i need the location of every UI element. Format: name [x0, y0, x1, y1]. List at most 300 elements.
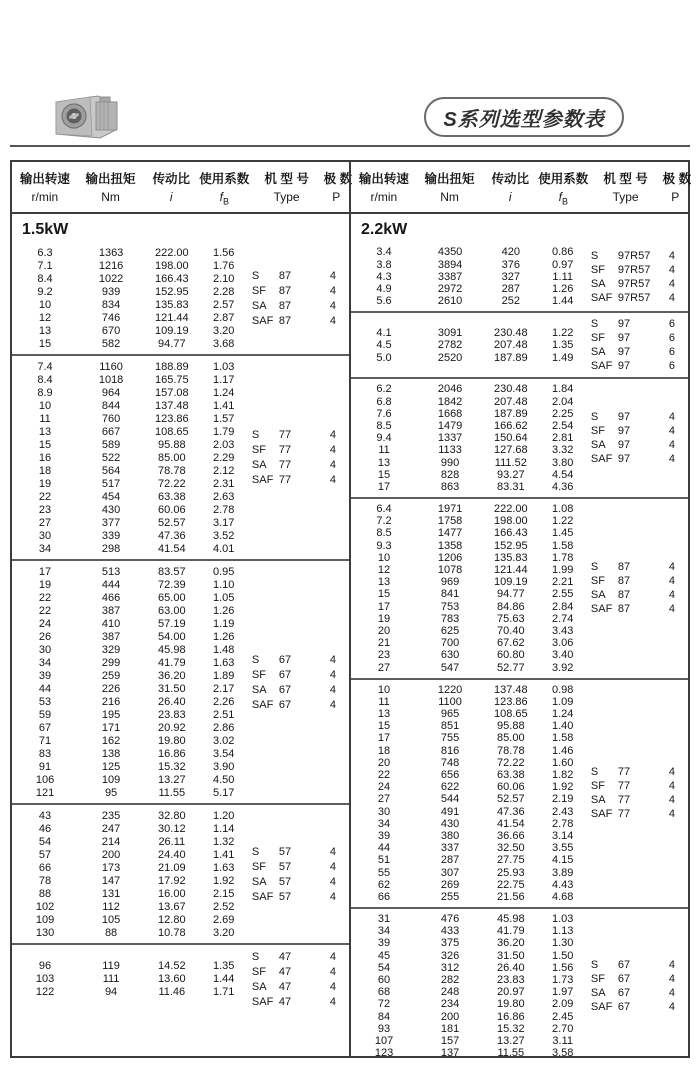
- type-size: 97: [617, 332, 631, 345]
- speed-cell: 8.9: [37, 386, 53, 399]
- data-row: [351, 913, 587, 925]
- torque-cell: 282: [440, 974, 460, 987]
- speed-cell: 7.1: [37, 259, 53, 272]
- pole-count: 4: [668, 561, 676, 574]
- data-row: [12, 630, 248, 643]
- ratio-cell: 198.00: [493, 515, 528, 528]
- type-row: [587, 345, 688, 359]
- data-rows: [12, 360, 248, 555]
- data-rows: [351, 327, 587, 364]
- data-row: [12, 337, 248, 350]
- pole-count: 4: [668, 439, 676, 452]
- table-body: [12, 214, 688, 1056]
- torque-cell: 863: [440, 480, 460, 493]
- pole-count: 4: [668, 425, 676, 438]
- pole-count: 4: [329, 474, 337, 487]
- ratio-cell: 26.40: [497, 961, 525, 974]
- data-row: [351, 769, 587, 781]
- type-prefix: SF: [251, 668, 266, 681]
- data-row: [351, 515, 587, 527]
- torque-cell: 326: [440, 949, 460, 962]
- data-rows: [12, 565, 248, 799]
- speed-cell: 9.4: [376, 432, 392, 445]
- header-col-unit: $f_B$: [558, 190, 568, 207]
- torque-cell: 147: [101, 874, 121, 887]
- torque-cell: 1018: [98, 373, 124, 386]
- service-factor-cell: 1.79: [212, 425, 235, 438]
- service-factor-cell: 2.45: [551, 1010, 574, 1023]
- service-factor-cell: 1.49: [551, 351, 574, 364]
- speed-cell: 20: [377, 624, 391, 637]
- type-row: [587, 972, 688, 986]
- ratio-cell: 52.57: [158, 516, 186, 529]
- data-row: [351, 879, 587, 891]
- type-row: [248, 949, 349, 964]
- service-factor-cell: 1.99: [551, 564, 574, 577]
- data-row: [351, 327, 587, 339]
- service-factor-cell: 1.89: [212, 669, 235, 682]
- header-col-unit: Type: [612, 190, 639, 204]
- type-list: [248, 844, 349, 904]
- torque-cell: 375: [440, 937, 460, 950]
- type-size: 77: [278, 459, 292, 472]
- ratio-cell: 83.57: [158, 565, 186, 578]
- speed-cell: 130: [35, 926, 55, 939]
- data-row: [12, 373, 248, 386]
- gearmotor-illustration: [46, 86, 124, 146]
- ratio-cell: 65.00: [158, 591, 186, 604]
- type-row: [587, 249, 688, 263]
- header-col-cn: 传动比: [491, 172, 529, 186]
- data-row: [351, 818, 587, 830]
- type-row: [587, 438, 688, 452]
- ratio-cell: 137.48: [493, 683, 528, 696]
- type-prefix: SA: [251, 459, 267, 472]
- type-list: [587, 317, 688, 373]
- type-size: 87: [617, 603, 631, 616]
- torque-cell: 137: [440, 1047, 460, 1056]
- speed-cell: 8.5: [376, 419, 392, 432]
- ratio-cell: 16.00: [158, 887, 186, 900]
- ratio-cell: 78.78: [158, 464, 186, 477]
- header-col-cn: 极 数: [662, 172, 692, 186]
- speed-cell: 71: [38, 734, 52, 747]
- data-row: [351, 866, 587, 878]
- speed-cell: 31: [377, 913, 391, 926]
- header-col: [662, 169, 692, 206]
- header-col: [12, 169, 78, 206]
- type-row: [587, 452, 688, 466]
- header-rule: [10, 145, 690, 147]
- type-row: [248, 682, 349, 697]
- ratio-cell: 23.83: [497, 974, 525, 987]
- torque-cell: 965: [440, 708, 460, 721]
- type-prefix: S: [590, 561, 599, 574]
- ratio-cell: 152.95: [493, 539, 528, 552]
- header-col-cn: 输出转速: [19, 172, 70, 186]
- type-row: [248, 473, 349, 488]
- torque-cell: 255: [440, 890, 460, 903]
- ratio-cell: 13.60: [158, 973, 186, 986]
- speed-cell: 39: [377, 937, 391, 950]
- service-factor-cell: 1.11: [552, 270, 573, 283]
- torque-cell: 547: [440, 661, 460, 674]
- torque-cell: 1477: [437, 527, 463, 540]
- ratio-cell: 26.40: [158, 695, 186, 708]
- speed-cell: 4.9: [376, 283, 392, 296]
- header-col-cn: 机 型 号: [264, 172, 309, 186]
- pole-count: 4: [329, 459, 337, 472]
- speed-cell: 30: [377, 805, 391, 818]
- service-factor-cell: 4.54: [551, 468, 574, 481]
- service-factor-cell: 3.92: [551, 661, 574, 674]
- header-col: [589, 169, 663, 206]
- ratio-cell: 11.55: [497, 1047, 525, 1056]
- speed-cell: 66: [377, 890, 391, 903]
- type-prefix: SF: [590, 425, 605, 438]
- ratio-cell: 45.98: [497, 913, 525, 926]
- pole-count: 4: [329, 653, 337, 666]
- speed-cell: 106: [35, 773, 55, 786]
- pole-count: 4: [329, 860, 337, 873]
- ratio-cell: 20.92: [158, 721, 186, 734]
- pole-count: 6: [668, 346, 676, 359]
- speed-cell: 34: [38, 656, 52, 669]
- torque-cell: 269: [440, 878, 460, 891]
- pole-count: 4: [329, 444, 337, 457]
- data-row: [12, 490, 248, 503]
- ratio-cell: 63.38: [497, 769, 525, 782]
- service-factor-cell: 4.01: [212, 542, 235, 555]
- type-row: [248, 428, 349, 443]
- pole-count: 4: [329, 683, 337, 696]
- type-size: 97R57: [617, 249, 651, 262]
- ratio-cell: 63.38: [158, 490, 186, 503]
- data-row: [351, 962, 587, 974]
- ratio-cell: 287: [501, 283, 520, 296]
- speed-cell: 60: [377, 974, 391, 987]
- torque-cell: 181: [440, 1022, 460, 1035]
- data-row: [12, 669, 248, 682]
- torque-cell: 430: [101, 503, 121, 516]
- speed-cell: 11: [378, 444, 390, 457]
- data-row: [12, 773, 248, 786]
- pole-count: 6: [668, 318, 676, 331]
- torque-cell: 1220: [437, 683, 463, 696]
- data-rows: [351, 684, 587, 903]
- service-factor-cell: 2.26: [212, 695, 235, 708]
- data-row: [12, 721, 248, 734]
- service-factor-cell: 1.24: [551, 708, 574, 721]
- type-size: 87: [278, 299, 292, 312]
- type-list: [248, 949, 349, 1009]
- ratio-cell: 166.43: [493, 527, 528, 540]
- service-factor-cell: 1.17: [212, 373, 235, 386]
- data-row: [12, 578, 248, 591]
- speed-cell: 54: [38, 835, 52, 848]
- data-row: [351, 696, 587, 708]
- type-prefix: SA: [590, 277, 606, 290]
- service-factor-cell: 1.58: [551, 539, 574, 552]
- ratio-cell: 150.64: [493, 432, 528, 445]
- data-row: [351, 793, 587, 805]
- data-row: [12, 682, 248, 695]
- torque-cell: 753: [440, 600, 460, 613]
- type-size: 97: [617, 346, 631, 359]
- pole-count: 4: [668, 766, 676, 779]
- data-row: [12, 734, 248, 747]
- header-col: [351, 169, 417, 206]
- service-factor-cell: 3.40: [551, 649, 574, 662]
- ratio-cell: 47.36: [158, 529, 186, 542]
- torque-cell: 630: [440, 649, 460, 662]
- service-factor-cell: 2.09: [551, 998, 574, 1011]
- type-row: [248, 964, 349, 979]
- pole-count: 4: [329, 284, 337, 297]
- data-row: [351, 408, 587, 420]
- ratio-cell: 166.43: [154, 272, 189, 285]
- gearmotor-logo: [46, 86, 124, 146]
- table-header: [12, 162, 692, 214]
- type-prefix: S: [590, 249, 599, 262]
- data-row: [351, 684, 587, 696]
- service-factor-cell: 1.30: [551, 937, 574, 950]
- ratio-cell: 52.57: [497, 793, 525, 806]
- speed-cell: 10: [38, 399, 52, 412]
- data-row: [351, 745, 587, 757]
- ratio-cell: 75.63: [497, 612, 525, 625]
- ratio-cell: 135.83: [493, 551, 528, 564]
- ratio-cell: 72.22: [158, 477, 186, 490]
- ratio-cell: 94.77: [158, 337, 186, 350]
- torque-cell: 337: [440, 842, 460, 855]
- type-row: [587, 359, 688, 373]
- data-row: [12, 529, 248, 542]
- ratio-cell: 230.48: [493, 327, 528, 340]
- speed-cell: 78: [38, 874, 52, 887]
- speed-cell: 15: [377, 720, 391, 733]
- type-prefix: SAF: [251, 474, 274, 487]
- service-factor-cell: 2.19: [551, 793, 574, 806]
- data-row: [351, 259, 587, 271]
- header-col-unit: Nm: [101, 190, 120, 204]
- speed-cell: 22: [38, 604, 52, 617]
- pole-count: 4: [668, 987, 676, 1000]
- torque-cell: 329: [101, 643, 121, 656]
- data-row: [351, 396, 587, 408]
- service-factor-cell: 4.50: [212, 773, 235, 786]
- service-factor-cell: 1.45: [551, 527, 574, 540]
- speed-cell: 102: [35, 900, 55, 913]
- data-rows: [351, 913, 587, 1056]
- speed-cell: 88: [38, 887, 52, 900]
- pole-count: 4: [329, 429, 337, 442]
- ratio-cell: 83.31: [497, 480, 525, 493]
- service-factor-cell: 3.90: [212, 760, 235, 773]
- data-row: [351, 937, 587, 949]
- type-size: 97R57: [617, 277, 651, 290]
- type-prefix: SA: [251, 980, 267, 993]
- type-size: 77: [278, 444, 292, 457]
- pole-count: 4: [668, 453, 676, 466]
- ratio-cell: 108.65: [493, 708, 528, 721]
- service-factor-cell: 1.44: [551, 295, 574, 308]
- rating-block: [12, 559, 349, 803]
- type-prefix: S: [251, 950, 260, 963]
- torque-cell: 95: [104, 786, 118, 799]
- torque-cell: 234: [440, 998, 460, 1011]
- pole-count: 4: [329, 965, 337, 978]
- header-col: [199, 169, 250, 206]
- torque-cell: 1758: [437, 515, 463, 528]
- ratio-cell: 152.95: [154, 285, 189, 298]
- speed-cell: 10: [38, 298, 52, 311]
- service-factor-cell: 2.86: [212, 721, 235, 734]
- speed-cell: 107: [374, 1034, 394, 1047]
- torque-cell: 2046: [437, 383, 463, 396]
- type-prefix: SF: [590, 780, 605, 793]
- torque-cell: 760: [101, 412, 121, 425]
- service-factor-cell: 1.26: [551, 283, 574, 296]
- service-factor-cell: 1.03: [551, 913, 574, 926]
- ratio-cell: 72.39: [158, 578, 186, 591]
- ratio-cell: 137.48: [154, 399, 189, 412]
- torque-cell: 214: [101, 835, 121, 848]
- type-prefix: S: [590, 318, 599, 331]
- page-title: S系列选型参数表: [443, 108, 605, 131]
- type-prefix: SF: [590, 575, 605, 588]
- type-size: 77: [617, 766, 631, 779]
- data-row: [351, 986, 587, 998]
- torque-cell: 200: [101, 848, 121, 861]
- speed-cell: 84: [377, 1010, 391, 1023]
- torque-cell: 109: [101, 773, 121, 786]
- ratio-cell: 85.00: [497, 732, 525, 745]
- service-factor-cell: 1.63: [212, 656, 235, 669]
- data-row: [351, 527, 587, 539]
- ratio-cell: 23.83: [158, 708, 186, 721]
- type-prefix: SF: [251, 965, 266, 978]
- speed-cell: 7.6: [376, 407, 392, 420]
- speed-cell: 6.4: [376, 503, 392, 516]
- header-col-cn: 输出扭矩: [424, 172, 475, 186]
- ratio-cell: 13.27: [158, 773, 186, 786]
- type-list: [587, 410, 688, 466]
- ratio-cell: 111.52: [494, 456, 527, 469]
- speed-cell: 10: [377, 551, 391, 564]
- torque-cell: 105: [101, 913, 121, 926]
- type-size: 87: [617, 561, 631, 574]
- service-factor-cell: 1.14: [212, 822, 235, 835]
- torque-cell: 312: [440, 961, 460, 974]
- pole-count: 4: [329, 950, 337, 963]
- panel-1-5kw: [12, 214, 349, 1056]
- type-size: 57: [278, 875, 292, 888]
- speed-cell: 13: [38, 425, 52, 438]
- type-row: [587, 263, 688, 277]
- speed-cell: 11: [378, 695, 390, 708]
- data-row: [351, 1011, 587, 1023]
- data-row: [12, 874, 248, 887]
- type-prefix: SF: [590, 973, 605, 986]
- speed-cell: 27: [38, 516, 52, 529]
- service-factor-cell: 3.89: [551, 866, 574, 879]
- data-row: [351, 1047, 587, 1056]
- ratio-cell: 127.68: [493, 444, 528, 457]
- type-row: [587, 807, 688, 821]
- torque-cell: 964: [101, 386, 121, 399]
- torque-cell: 828: [440, 468, 460, 481]
- service-factor-cell: 2.81: [551, 432, 574, 445]
- data-row: [351, 950, 587, 962]
- type-list: [248, 428, 349, 488]
- type-row: [587, 331, 688, 345]
- service-factor-cell: 2.52: [212, 900, 235, 913]
- type-size: 97: [617, 453, 631, 466]
- pole-count: 4: [668, 411, 676, 424]
- data-row: [12, 695, 248, 708]
- data-row: [12, 760, 248, 773]
- ratio-cell: 11.46: [158, 986, 186, 999]
- torque-cell: 4350: [437, 246, 463, 259]
- ratio-cell: 52.77: [497, 661, 525, 674]
- header-half-right: [349, 162, 692, 212]
- type-list: [587, 765, 688, 821]
- torque-cell: 3894: [437, 258, 463, 271]
- speed-cell: 34: [377, 817, 391, 830]
- speed-cell: 7.2: [376, 515, 392, 528]
- service-factor-cell: 2.78: [212, 503, 235, 516]
- speed-cell: 15: [38, 438, 52, 451]
- service-factor-cell: 1.48: [212, 643, 235, 656]
- speed-cell: 93: [377, 1022, 391, 1035]
- type-prefix: S: [251, 653, 260, 666]
- type-prefix: SF: [251, 860, 266, 873]
- ratio-cell: 108.65: [154, 425, 189, 438]
- speed-cell: 8.4: [37, 373, 53, 386]
- data-row: [12, 822, 248, 835]
- speed-cell: 57: [38, 848, 52, 861]
- data-row: [351, 552, 587, 564]
- data-row: [12, 643, 248, 656]
- torque-cell: 2972: [437, 283, 463, 296]
- torque-cell: 125: [101, 760, 121, 773]
- torque-cell: 522: [101, 451, 121, 464]
- ratio-cell: 121.44: [154, 311, 189, 324]
- speed-cell: 55: [377, 866, 391, 879]
- ratio-cell: 30.12: [158, 822, 186, 835]
- data-row: [351, 998, 587, 1010]
- speed-cell: 44: [38, 682, 52, 695]
- speed-cell: 19: [38, 477, 52, 490]
- data-row: [351, 842, 587, 854]
- speed-cell: 20: [377, 756, 391, 769]
- speed-cell: 27: [377, 793, 391, 806]
- data-row: [12, 503, 248, 516]
- data-row: [12, 809, 248, 822]
- type-prefix: SAF: [590, 603, 613, 616]
- data-row: [351, 1035, 587, 1047]
- ratio-cell: 123.86: [154, 412, 189, 425]
- data-row: [12, 617, 248, 630]
- data-row: [12, 272, 248, 285]
- torque-cell: 339: [101, 529, 121, 542]
- service-factor-cell: 2.55: [551, 588, 574, 601]
- speed-cell: 4.3: [376, 270, 392, 283]
- type-prefix: SA: [251, 683, 267, 696]
- type-size: 77: [617, 780, 631, 793]
- type-row: [248, 859, 349, 874]
